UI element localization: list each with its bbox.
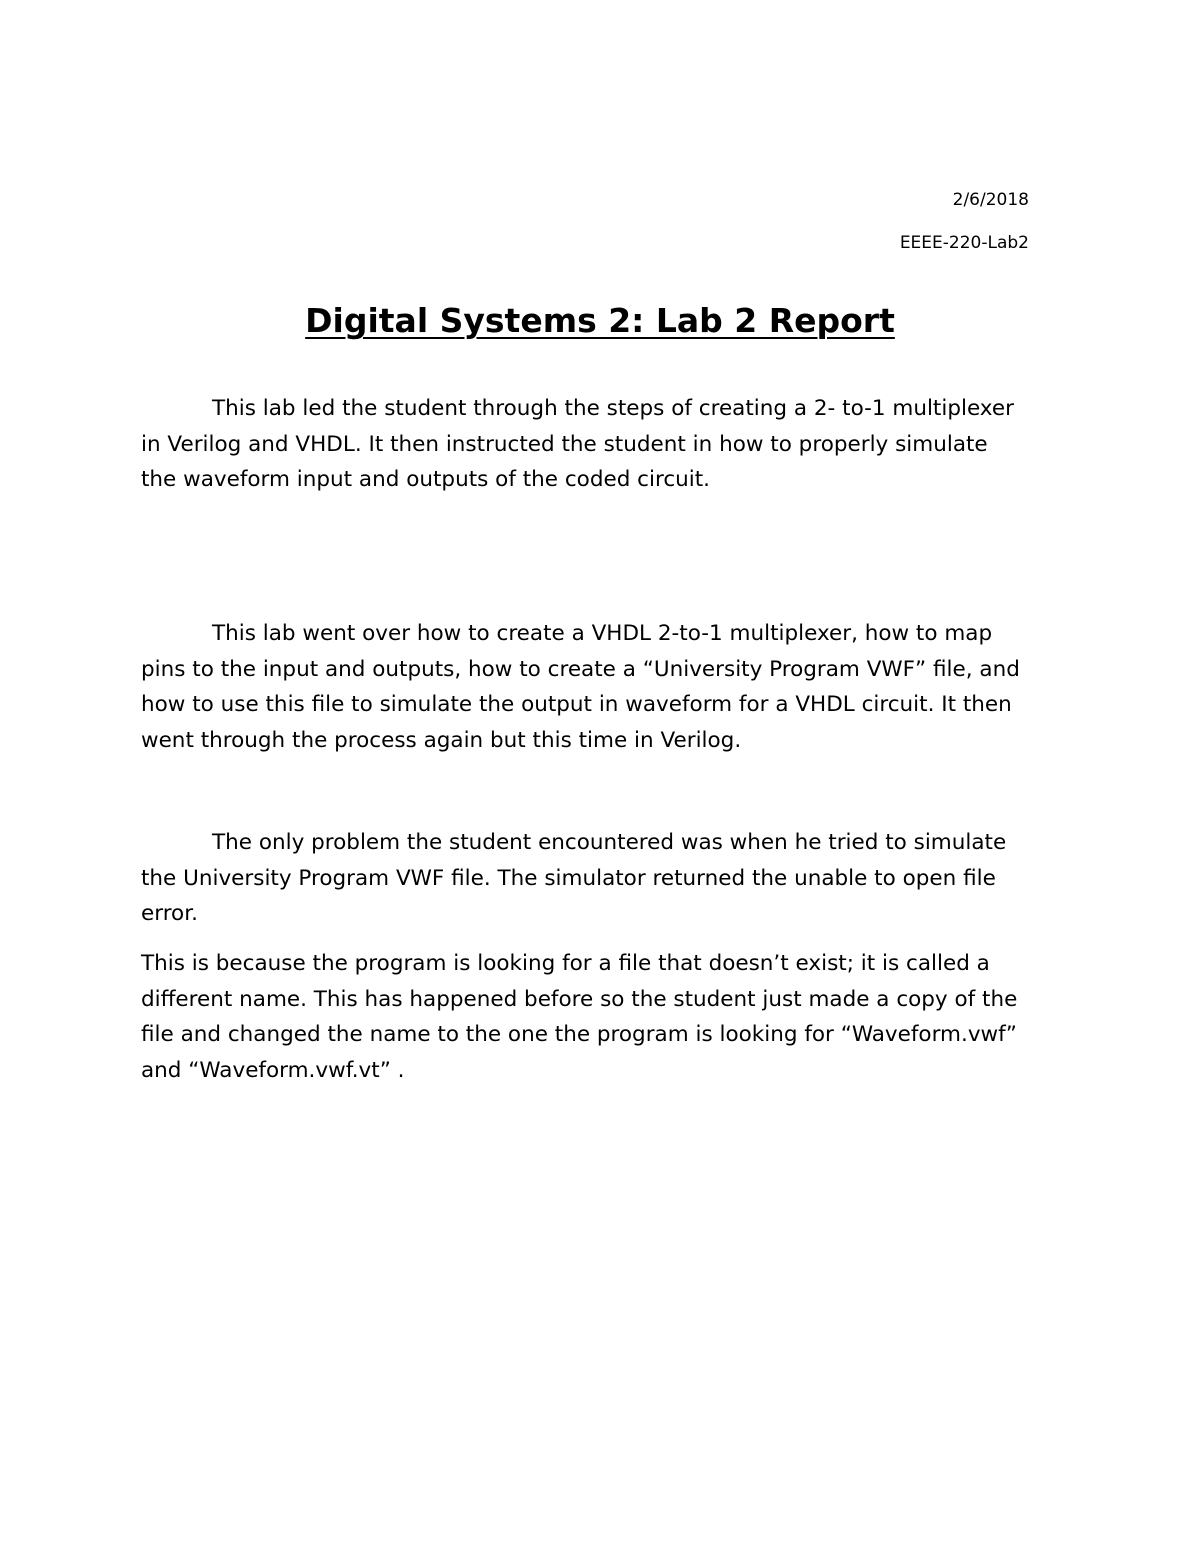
paragraph-line: file and changed the name to the one the program is looking for “Waveform.vwf” (141, 1022, 1017, 1047)
report-title: Digital Systems 2: Lab 2 Report (305, 301, 895, 341)
paragraph-line: This lab led the student through the steps of creating a 2- to-1 multiplexer (212, 396, 1014, 421)
report-date: 2/6/2018 (952, 190, 1029, 210)
paragraph-line: pins to the input and outputs, how to create a “University Program VWF” file, and (141, 656, 1020, 682)
paragraph-summary (141, 391, 1061, 498)
paragraph-line: This is because the program is looking for a file that doesn’t exist; it is called a (141, 951, 990, 976)
paragraph-line: This lab went over how to create a VHDL 2-to-1 multiplexer, how to map (212, 621, 993, 646)
paragraph-resolution (141, 946, 1061, 1088)
course-code: EEEE-220-Lab2 (899, 233, 1029, 253)
paragraph-line: different name. This has happened before so the student just made a copy of the (141, 986, 1018, 1012)
paragraph-line: went through the process again but this time in Verilog. (141, 727, 742, 753)
paragraph-procedure (141, 616, 1061, 758)
paragraph-line: and “Waveform.vwf.vt” . (141, 1057, 405, 1083)
paragraph-line: the waveform input and outputs of the coded circuit. (141, 467, 711, 492)
paragraph-line: how to use this file to simulate the output in waveform for a VHDL circuit. It then (141, 692, 1012, 717)
paragraph-line: error. (141, 901, 198, 926)
paragraph-line: in Verilog and VHDL. It then instructed the student in how to properly simulate (141, 431, 988, 457)
paragraph-line: the University Program VWF file. The simulator returned the unable to open file (141, 865, 996, 891)
paragraph-line: The only problem the student encountered was when he tried to simulate (212, 830, 1007, 855)
paragraph-problem (141, 825, 1061, 932)
